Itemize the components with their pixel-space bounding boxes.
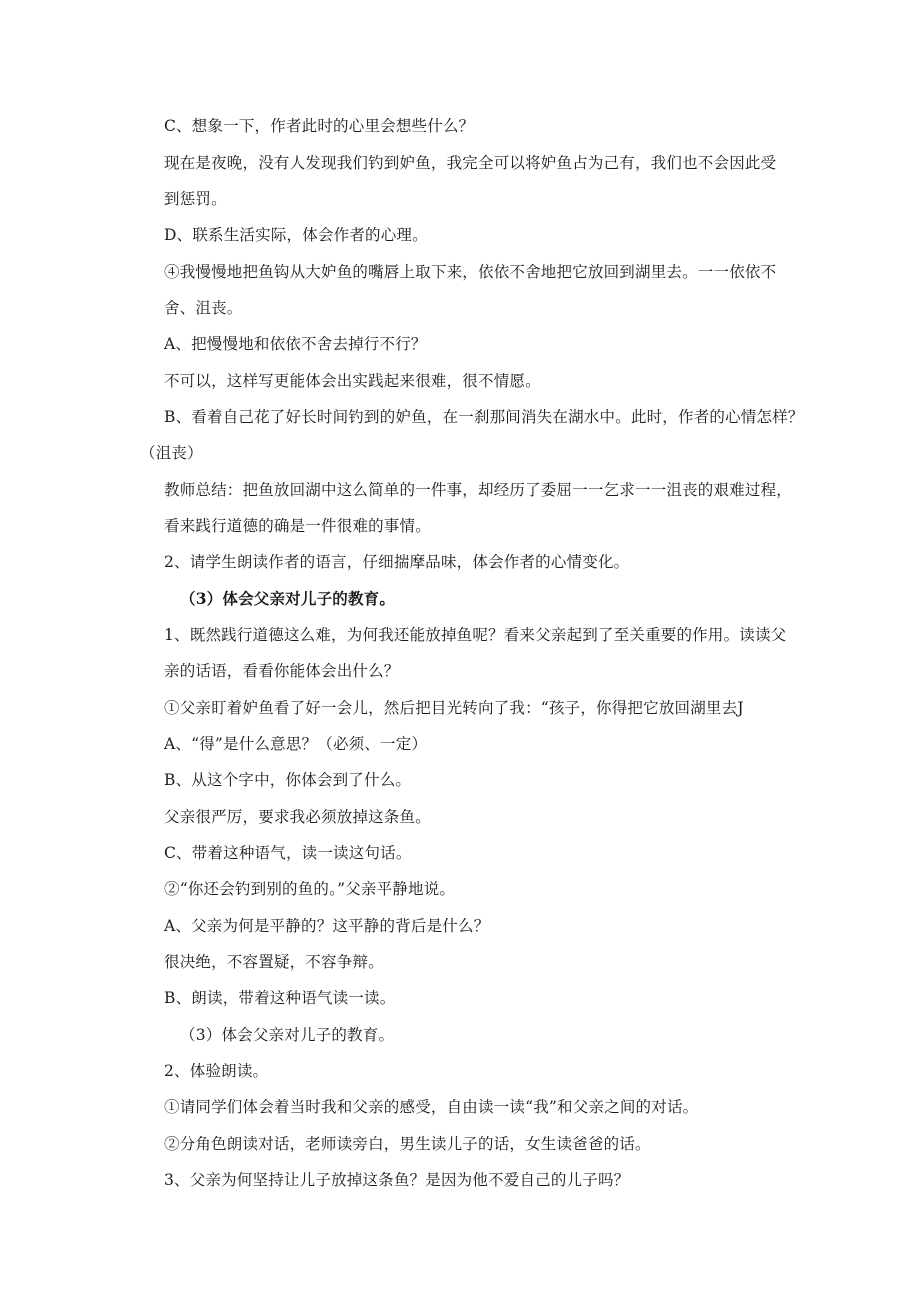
text-line-punished: 到惩罚。	[164, 190, 227, 208]
text-line-free-reading: ①请同学们体会着当时我和父亲的感受，自由读一读“我”和父亲之间的对话。	[164, 1098, 699, 1116]
text-line-role-play: ②分角色朗读对话，老师读旁白，男生读儿子的话，女生读爸爸的话。	[164, 1135, 651, 1153]
section-heading-father-education-repeat: （3）体会父亲对儿子的教育。	[180, 1026, 395, 1044]
text-line-2-read-aloud: 2、请学生朗读作者的语言，仔细揣摩品味，体会作者的心情变化。	[164, 553, 630, 571]
text-line-depressed-paren: （沮丧）	[140, 444, 203, 462]
text-line-fathers-words: 亲的话语，看看你能体会出什么？	[164, 662, 400, 680]
text-line-cannot: 不可以，这样写更能体会出实践起来很难，很不情愿。	[164, 372, 541, 390]
text-line-1-why-release: 1、既然践行道德这么难，为何我还能放掉鱼呢？看来父亲起到了至关重要的作用。读读父	[164, 626, 787, 644]
text-line-night: 现在是夜晚，没有人发现我们钓到妒鱼，我完全可以将妒鱼占为己有，我们也不会因此受	[164, 154, 777, 172]
text-line-a-calm: A、父亲为何是平静的？这平静的背后是什么？	[164, 917, 490, 935]
text-line-father-stared: ①父亲盯着妒鱼看了好一会儿，然后把目光转向了我：“孩子，你得把它放回湖里去J	[164, 699, 744, 717]
text-line-strict-father: 父亲很严厉，要求我必须放掉这条鱼。	[164, 808, 431, 826]
text-line-reluctant-depressed: 舍、沮丧。	[164, 299, 243, 317]
text-line-decisive: 很决绝，不容置疑，不容争辩。	[164, 953, 384, 971]
text-line-slowly-hook: ④我慢慢地把鱼钩从大妒鱼的嘴唇上取下来，依依不舍地把它放回到湖里去。一一依依不	[164, 263, 777, 281]
text-line-b-watching: B、看着自己花了好长时间钓到的妒鱼，在一刹那间消失在湖水中。此时，作者的心情怎样？	[164, 408, 804, 426]
text-line-moral-hard: 看来践行道德的确是一件很难的事情。	[164, 517, 431, 535]
text-line-other-fish: ②“你还会钓到别的鱼的。”父亲平静地说。	[164, 880, 456, 898]
text-line-b-this-word: B、从这个字中，你体会到了什么。	[164, 771, 412, 789]
text-line-c-imagine: C、想象一下，作者此时的心里会想些什么？	[164, 117, 475, 135]
section-heading-father-education: （3）体会父亲对儿子的教育。	[180, 589, 396, 608]
text-line-b-read: B、朗读，带着这种语气读一读。	[164, 989, 396, 1007]
text-line-d-life: D、联系生活实际，体会作者的心理。	[164, 226, 428, 244]
text-line-2-experience: 2、体验朗读。	[164, 1062, 269, 1080]
text-line-a-remove: A、把慢慢地和依依不舍去掉行不行？	[164, 335, 427, 353]
text-line-3-why-insist: 3、父亲为何坚持让儿子放掉这条鱼？是因为他不爱自己的儿子吗？	[164, 1171, 630, 1189]
text-line-a-meaning: A、“得”是什么意思？（必须、一定）	[164, 735, 428, 753]
text-line-c-tone: C、带着这种语气，读一读这句话。	[164, 844, 412, 862]
text-line-teacher-summary: 教师总结：把鱼放回湖中这么简单的一件事，却经历了委屈一一乞求一一沮丧的艰难过程，	[164, 481, 793, 499]
